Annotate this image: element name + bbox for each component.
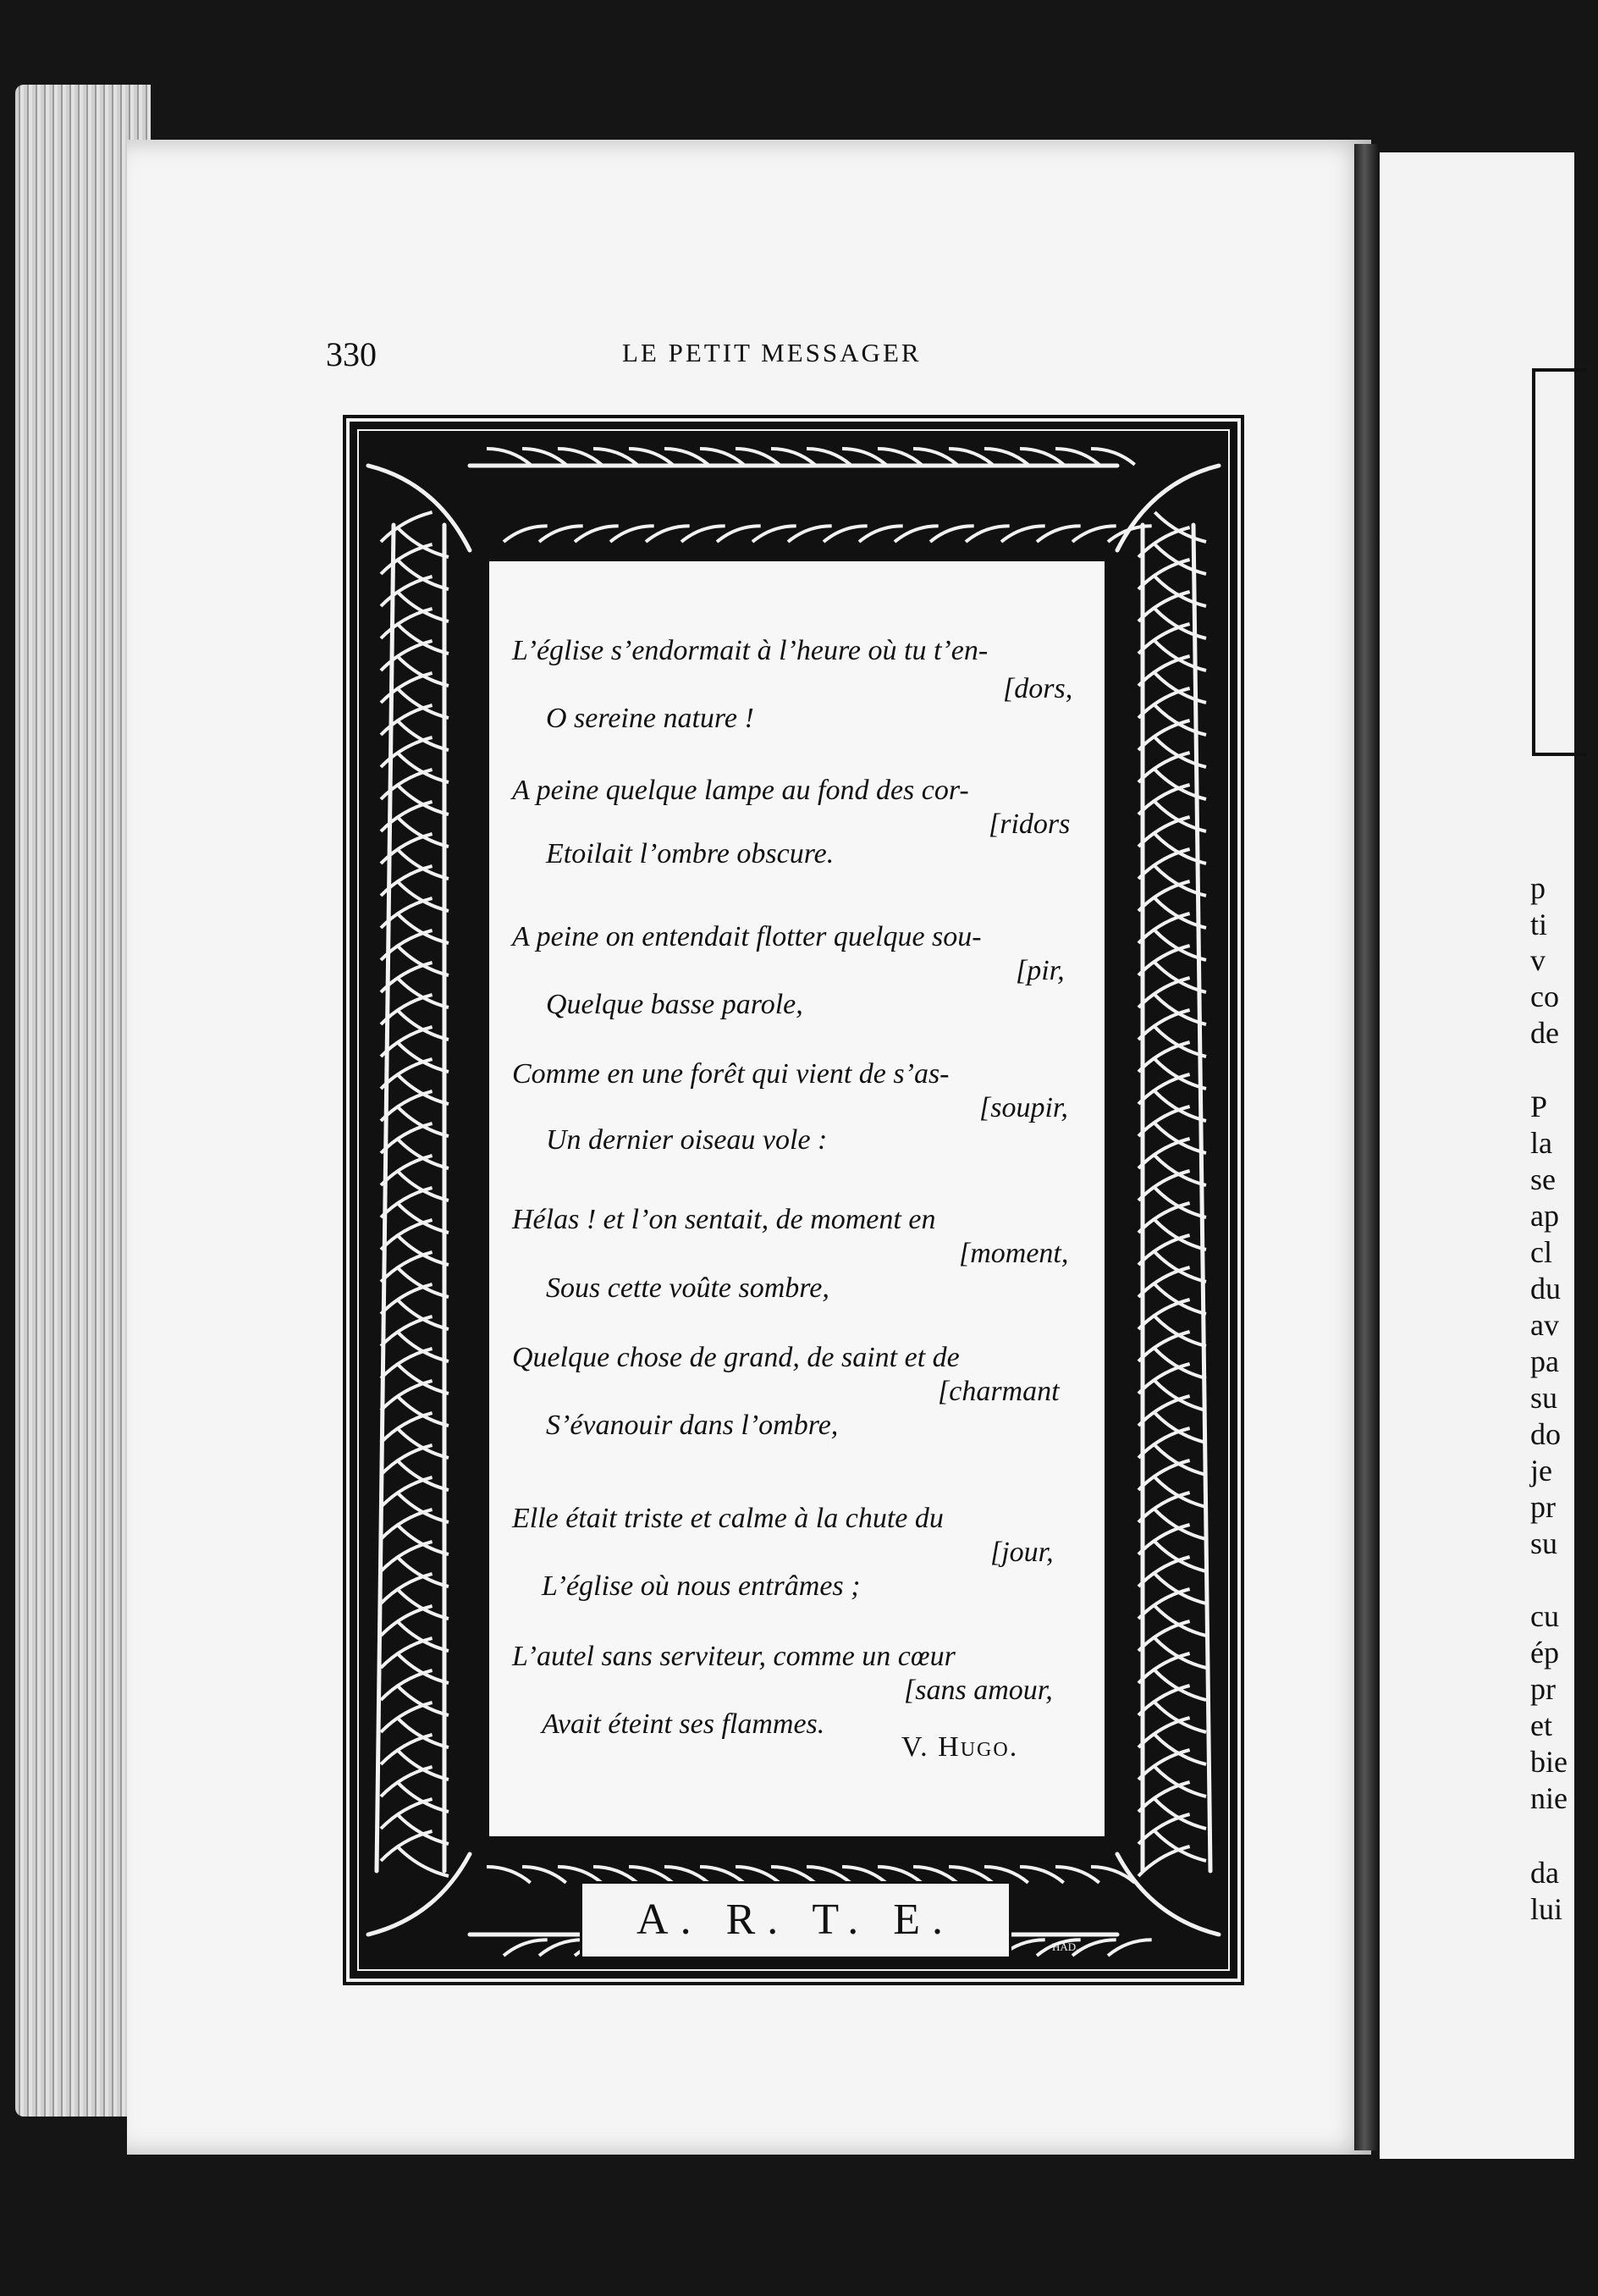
page-number: 330 [326, 335, 377, 373]
right-page-fragment: v [1530, 943, 1546, 977]
right-page-fragment: da [1530, 1856, 1559, 1890]
right-page-fragment: ép [1530, 1636, 1559, 1670]
poem-line: Hélas ! et l’on sentait, de moment en [512, 1204, 936, 1235]
poem-line: [soupir, [979, 1092, 1068, 1123]
poem-line: Quelque basse parole, [546, 989, 803, 1020]
right-page-fragment: co [1530, 980, 1559, 1013]
poem-line: [sans amour, [904, 1675, 1053, 1706]
right-page-fragment: pa [1530, 1344, 1559, 1378]
poem-line: [ridors [989, 809, 1071, 840]
poem-line: Un dernier oiseau vole : [546, 1124, 828, 1156]
right-page-fragment: du [1530, 1272, 1561, 1305]
right-page-fragment: je [1530, 1454, 1552, 1487]
running-title: LE PETIT MESSAGER [622, 338, 922, 367]
poem-line: A peine on entendait flotter quelque sou- [512, 921, 982, 952]
banner-text: A. R. T. E. [636, 1896, 955, 1944]
right-page-fragment: su [1530, 1526, 1558, 1560]
right-page-fragment: lui [1530, 1892, 1563, 1926]
author-signature: V. Hugo. [901, 1731, 1019, 1763]
poem-line: Comme en une forêt qui vient de s’as- [512, 1058, 950, 1090]
right-page-frame [1532, 368, 1586, 756]
right-page-fragment: cu [1530, 1599, 1559, 1633]
right-page [1380, 152, 1574, 2159]
right-page-fragment: pr [1530, 1490, 1556, 1524]
right-page-fragment: ap [1530, 1199, 1559, 1233]
right-page-fragment: la [1530, 1126, 1552, 1160]
poem-line: L’église s’endormait à l’heure où tu t’en- [512, 635, 989, 666]
poem-line: Elle était triste et calme à la chute du [512, 1503, 944, 1534]
poem-line: A peine quelque lampe au fond des cor- [512, 775, 969, 806]
poem-line: L’église où nous entrâmes ; [542, 1570, 861, 1602]
poem-line: Etoilait l’ombre obscure. [546, 838, 835, 869]
right-page-fragment: se [1530, 1162, 1556, 1196]
poem-line: [pir, [1016, 955, 1065, 986]
poem-line: Sous cette voûte sombre, [546, 1272, 829, 1304]
right-page-fragment: P [1530, 1090, 1548, 1123]
poem-line: S’évanouir dans l’ombre, [546, 1410, 839, 1441]
right-page-fragment: do [1530, 1417, 1561, 1451]
page-header [326, 334, 978, 377]
right-page-fragment: cl [1530, 1235, 1552, 1269]
right-page-fragment: nie [1530, 1781, 1568, 1815]
banner-scroll [580, 1881, 1011, 1959]
poem-line: L’autel sans serviteur, comme un cœur [512, 1641, 956, 1672]
poem-line: [jour, [990, 1537, 1054, 1568]
poem-line: [moment, [959, 1238, 1069, 1269]
poem-line: [dors, [1003, 673, 1073, 704]
poem-line: O sereine nature ! [546, 703, 754, 734]
right-page-fragment: su [1530, 1381, 1558, 1415]
poem-line: Quelque chose de grand, de saint et de [512, 1342, 960, 1373]
poem-line: Avait éteint ses flammes. [542, 1708, 825, 1740]
right-page-fragment: bie [1530, 1745, 1568, 1779]
right-page-fragment: ti [1530, 908, 1548, 941]
right-page-fragment: et [1530, 1708, 1552, 1742]
book-gutter [1354, 144, 1380, 2150]
right-page-fragment: pr [1530, 1672, 1556, 1706]
right-page-fragment: p [1530, 871, 1546, 905]
artist-monogram: HAD. [1052, 1940, 1079, 1953]
poem-line: [charmant [938, 1376, 1060, 1407]
right-page-fragment: de [1530, 1016, 1559, 1050]
right-page-fragment: av [1530, 1308, 1559, 1342]
